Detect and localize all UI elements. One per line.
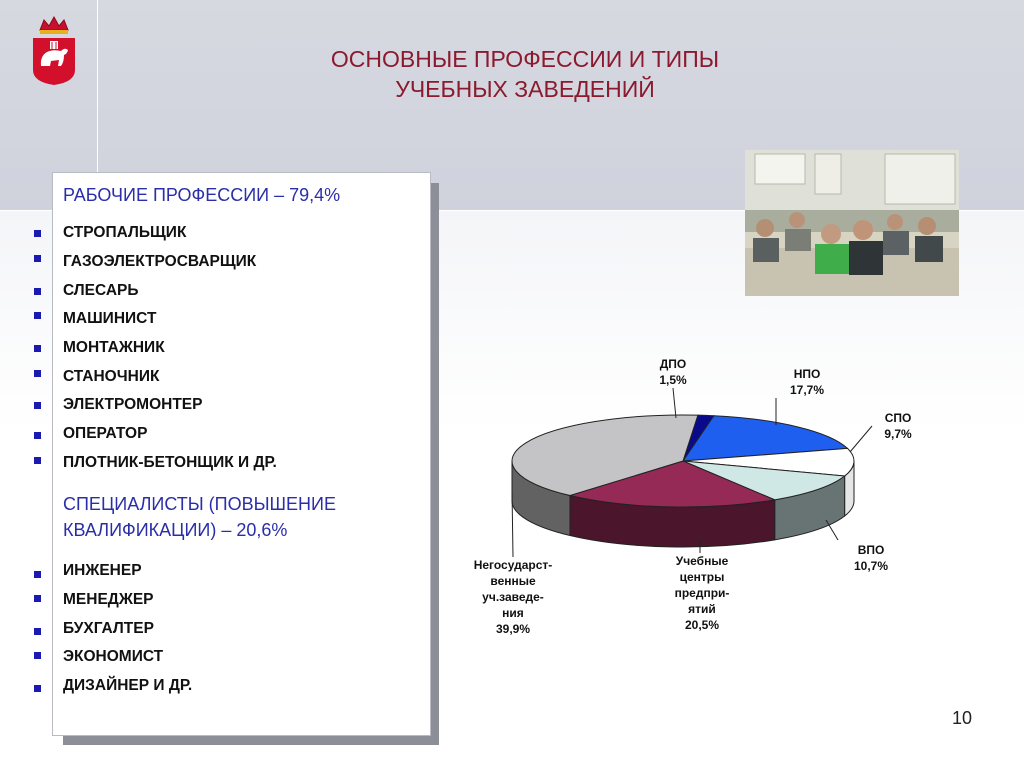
list-item: ПЛОТНИК-БЕТОНЩИК И ДР. bbox=[63, 454, 277, 471]
title-line-1: ОСНОВНЫЕ ПРОФЕССИИ И ТИПЫ bbox=[330, 46, 720, 72]
pie-slice-label bbox=[642, 553, 762, 633]
list-item: ОПЕРАТОР bbox=[63, 425, 148, 442]
list-item: СТРОПАЛЬЩИК bbox=[63, 224, 187, 241]
list-item: МОНТАЖНИК bbox=[63, 339, 165, 356]
pie-slice-label-line: центры bbox=[679, 570, 725, 584]
pie-leader-line bbox=[673, 388, 676, 418]
page-number: 10 bbox=[952, 708, 973, 728]
pie-slice-label-line: венные bbox=[490, 574, 536, 588]
pie-slice-label-line: 39,9% bbox=[495, 622, 531, 636]
title-line-2: УЧЕБНЫХ ЗАВЕДЕНИЙ bbox=[395, 76, 655, 102]
list-item: СЛЕСАРЬ bbox=[63, 282, 139, 299]
list-item: СТАНОЧНИК bbox=[63, 368, 160, 385]
list-item: ГАЗОЭЛЕКТРОСВАРЩИК bbox=[63, 253, 257, 270]
pie-slice-label-line: СПО bbox=[884, 411, 912, 425]
list-item: ИНЖЕНЕР bbox=[63, 562, 142, 579]
list-item: МАШИНИСТ bbox=[63, 310, 157, 327]
pie-slice-label bbox=[453, 557, 573, 637]
pie-slice-label-line: 20,5% bbox=[684, 618, 720, 632]
list-item: БУХГАЛТЕР bbox=[63, 620, 154, 637]
pie-slice-label-line: 1,5% bbox=[659, 373, 687, 387]
pie-slice-label bbox=[613, 356, 733, 388]
list-item: ЭКОНОМИСТ bbox=[63, 648, 164, 665]
specialists-heading-line-2: КВАЛИФИКАЦИИ) – 20,6% bbox=[63, 520, 288, 540]
workers-heading: РАБОЧИЕ ПРОФЕССИИ – 79,4% bbox=[63, 185, 341, 205]
list-item: ЭЛЕКТРОМОНТЕР bbox=[63, 396, 203, 413]
pie-slice-label bbox=[811, 542, 931, 574]
pie-slice-label-line: Учебные bbox=[675, 554, 729, 568]
pie-slice-label bbox=[838, 410, 958, 442]
pie-slice-label-line: ния bbox=[502, 606, 524, 620]
pie-slice-label-line: предпри- bbox=[674, 586, 730, 600]
pie-slice-label-line: Негосударст- bbox=[473, 558, 553, 572]
list-item: ДИЗАЙНЕР И ДР. bbox=[63, 677, 193, 694]
specialists-heading-line-1: СПЕЦИАЛИСТЫ (ПОВЫШЕНИЕ bbox=[63, 494, 336, 514]
pie-slice-label-line: 9,7% bbox=[884, 427, 912, 441]
pie-slice-label-line: уч.заведе- bbox=[482, 590, 544, 604]
pie-slice-label-line: НПО bbox=[793, 367, 821, 381]
pie-slice-label-line: 10,7% bbox=[853, 559, 889, 573]
pie-slice-label-line: ятий bbox=[688, 602, 716, 616]
pie-slice-label bbox=[747, 366, 867, 398]
pie-slice-label-line: ДПО bbox=[659, 357, 687, 371]
list-item: МЕНЕДЖЕР bbox=[63, 591, 154, 608]
pie-slice-label-line: 17,7% bbox=[789, 383, 825, 397]
pie-slice-label-line: ВПО bbox=[857, 543, 885, 557]
